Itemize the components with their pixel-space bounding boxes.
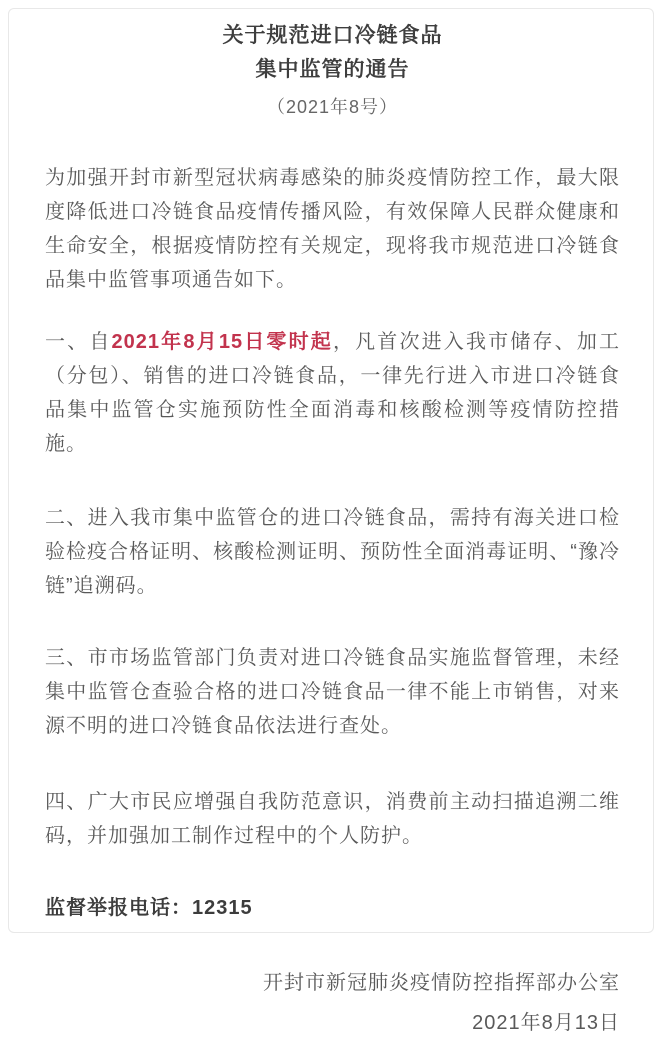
issue-date: 2021年8月13日 xyxy=(472,1012,620,1034)
notice-intro-paragraph: 为加强开封市新型冠状病毒感染的肺炎疫情防控工作，最大限度降低进口冷链食品疫情传播风险，有效保障人民群众健康和生命安全，根据疫情防控有关规定，现将我市规范进口冷链食品集中监管事项通告如下。 xyxy=(45,167,620,291)
notice-item-4: 四、广大市民应增强自我防范意识，消费前主动扫描追溯二维码，并加强加工制作过程中的个人防护。 xyxy=(45,791,620,847)
notice-title-line1: 关于规范进口冷链食品 xyxy=(222,24,443,47)
notice-card xyxy=(8,8,654,1034)
notice-title-line2: 集中监管的通告 xyxy=(255,58,410,81)
item-1-prefix: 一、自 xyxy=(45,331,112,353)
report-hotline: 监督举报电话：12315 xyxy=(45,897,253,919)
notice-item-3: 三、市市场监管部门负责对进口冷链食品实施监督管理，未经集中监管仓查验合格的进口冷链食品一律不能上市销售，对来源不明的进口冷链食品依法进行查处。 xyxy=(45,647,620,737)
issuer-name: 开封市新冠肺炎疫情防控指挥部办公室 xyxy=(263,972,620,994)
item-1-rest: ，凡首次进入我市储存、加工（分包）、销售的进口冷链食品，一律先行进入市进口冷链食品集中监管仓实施预防性全面消毒和核酸检测等疫情防控措施。 xyxy=(45,331,620,455)
item-1-highlight-date: 2021年8月15日零时起 xyxy=(111,331,333,353)
notice-item-1 xyxy=(45,325,620,461)
notice-item-2: 二、进入我市集中监管仓的进口冷链食品，需持有海关进口检验检疫合格证明、核酸检测证明、预防性全面消毒证明、“豫冷链”追溯码。 xyxy=(45,507,620,597)
notice-title xyxy=(45,19,620,87)
signature-block xyxy=(45,963,620,1043)
notice-issue-number: （2021年8号） xyxy=(266,97,399,117)
